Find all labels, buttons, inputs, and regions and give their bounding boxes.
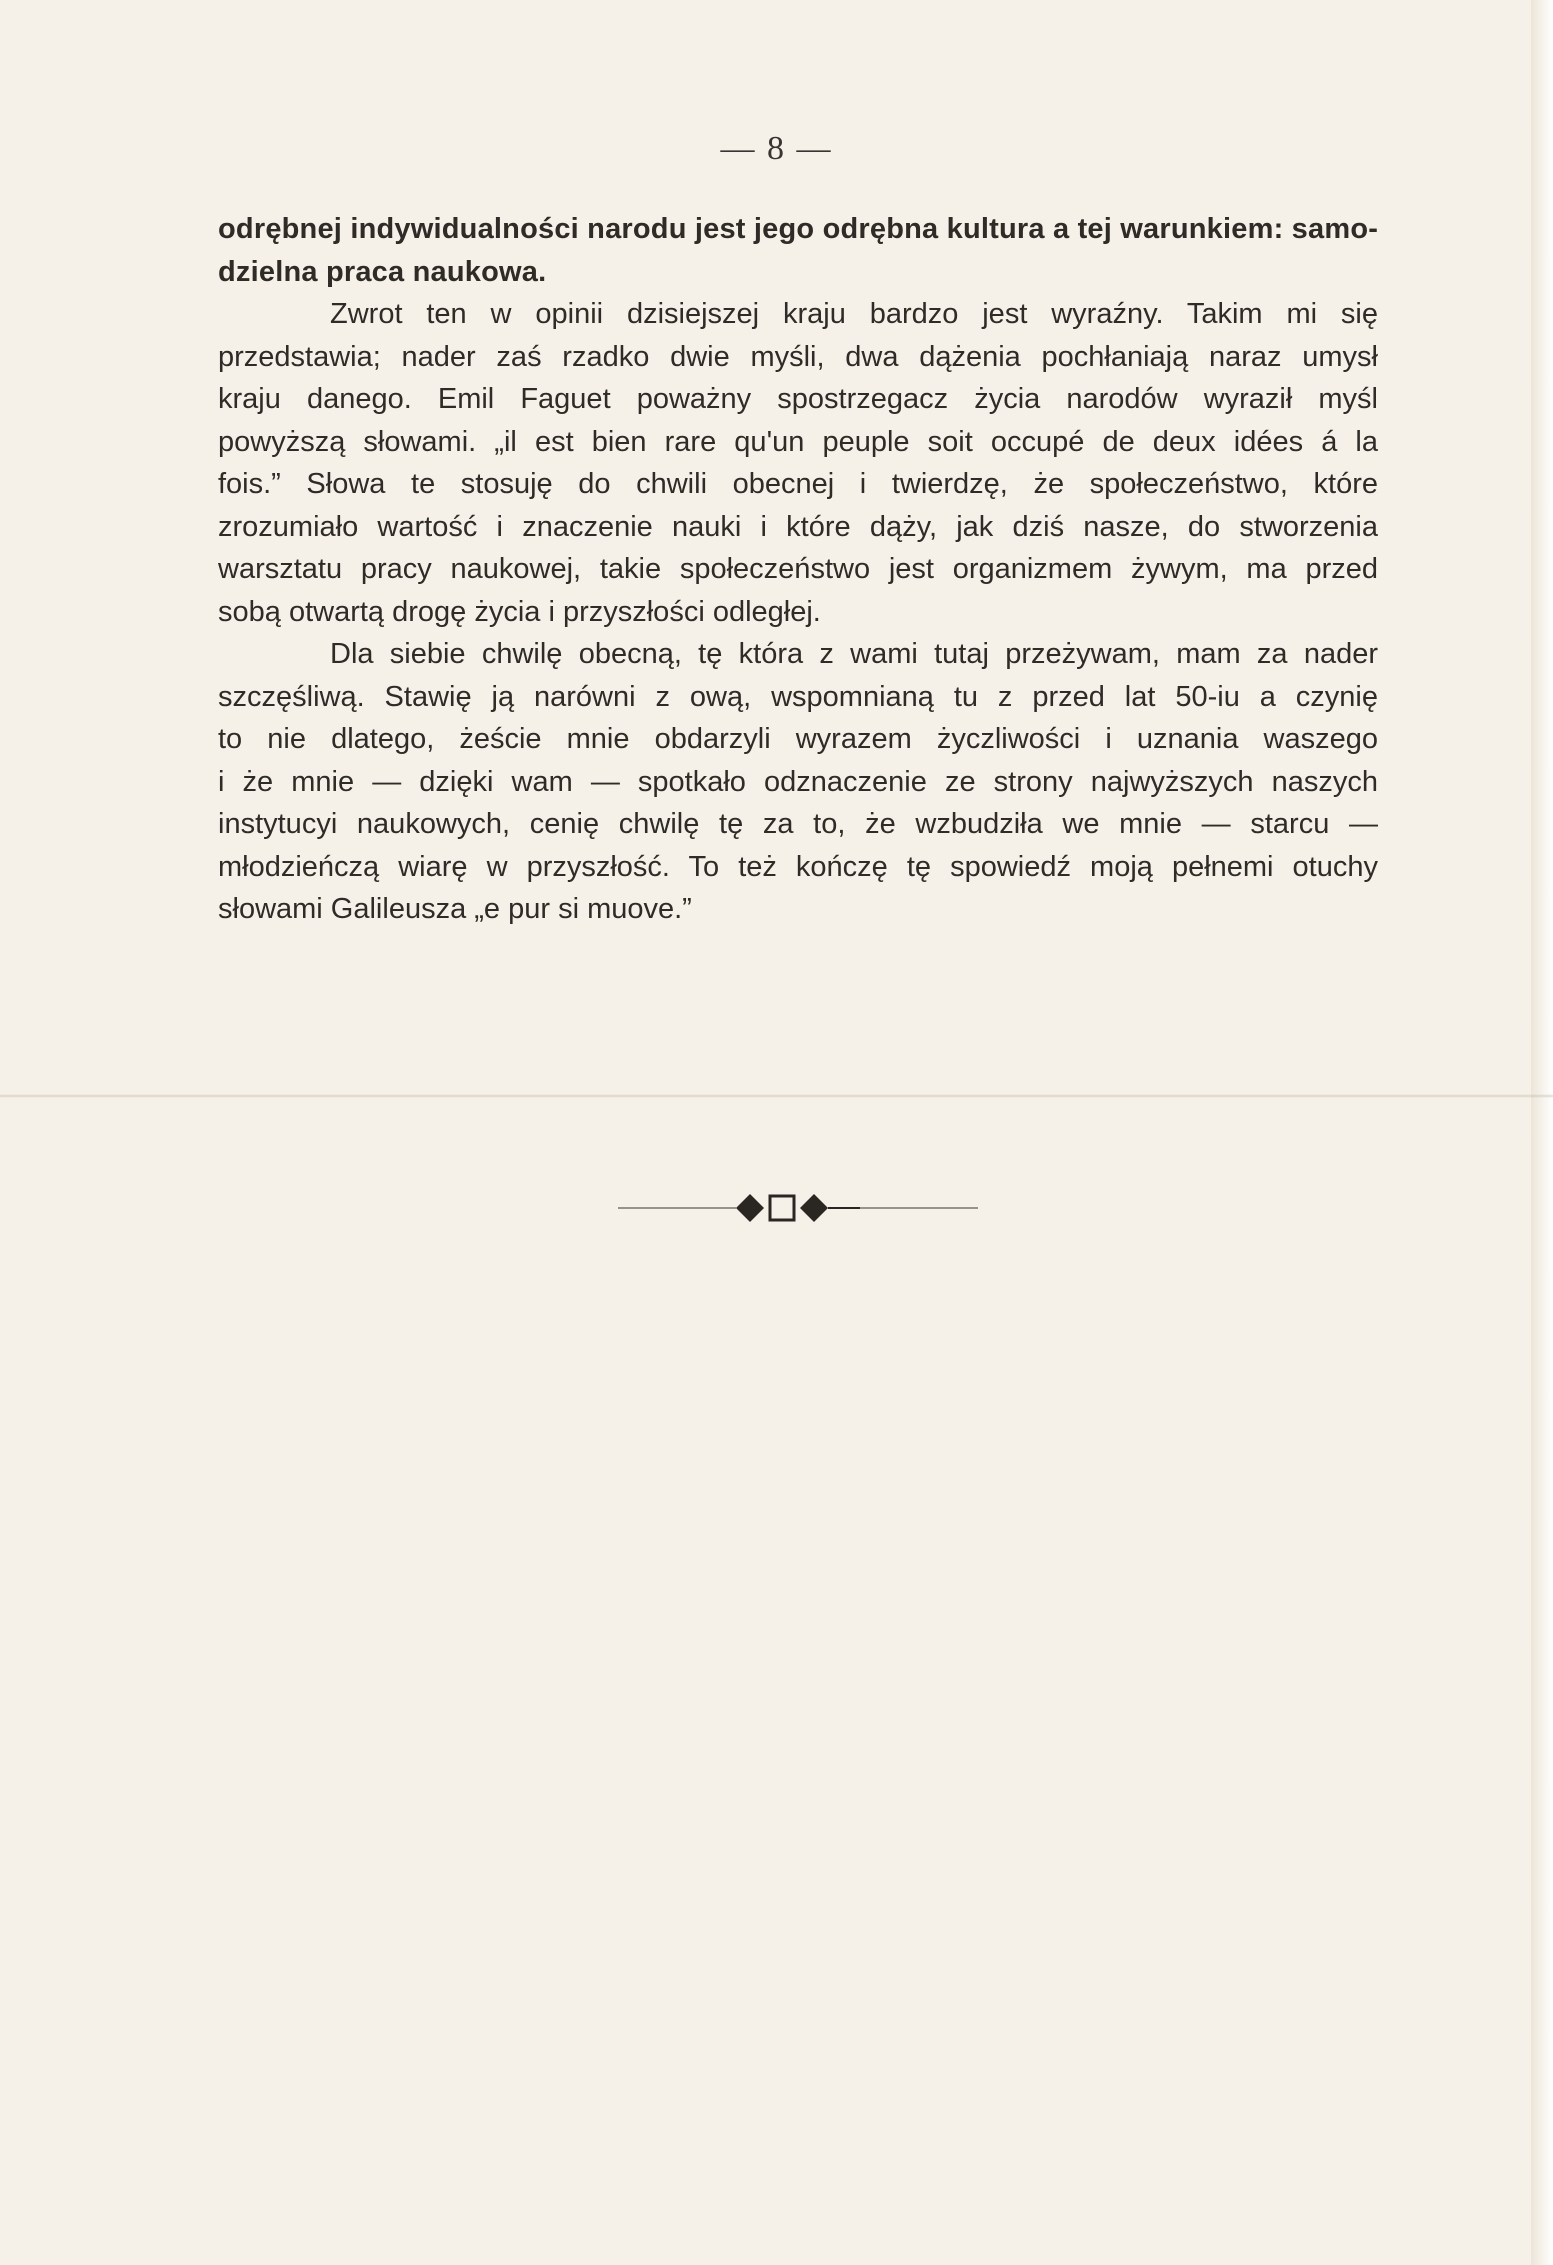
text-line: Zwrot ten w opinii dzisiejszej kraju bardzo jest wyraźny. Takim mi się	[330, 298, 1378, 330]
text-line: to nie dlatego, żeście mnie obdarzyli wyrazem życzliwości i uznania waszego	[218, 723, 1378, 755]
text-line: i że mnie — dzięki wam — spotkało odznaczenie ze strony najwyższych naszych	[218, 765, 1378, 798]
text-line: zrozumiało wartość i znaczenie nauki i które dąży, jak dziś nasze, do stworzenia	[218, 510, 1378, 543]
text-line: słowami Galileusza „e pur si muove.”	[218, 893, 692, 925]
text-line: Dla siebie chwilę obecną, tę która z wami tutaj przeżywam, mam za nader	[330, 638, 1378, 670]
text-line: odrębnej indywidualności narodu jest jego odrębna kultura a tej warunkiem: samo-	[218, 213, 1379, 245]
page-number: — 8 —	[720, 130, 833, 167]
diamond-square-diamond-ornament	[618, 1188, 978, 1228]
text-line: powyższą słowami. „il est bien rare qu'un peuple soit occupé de deux idées á la	[218, 425, 1378, 458]
text-line: przedstawia; nader zaś rzadko dwie myśli, dwa dążenia pochłaniają naraz umysł	[218, 340, 1378, 373]
text-line: warsztatu pracy naukowej, takie społeczeństwo jest organizmem żywym, ma przed	[218, 553, 1378, 585]
page-fold-crease	[0, 1094, 1553, 1098]
text-line: sobą otwartą drogę życia i przyszłości odległej.	[218, 595, 821, 628]
text-line: instytucyi naukowych, cenię chwilę tę za to, że wzbudziła we mnie — starcu —	[218, 808, 1378, 840]
body-text	[218, 208, 1378, 931]
text-line: fois.” Słowa te stosuję do chwili obecnej i twierdzę, że społeczeństwo, które	[218, 468, 1378, 500]
text-line: młodzieńczą wiarę w przyszłość. To też kończę tę spowiedź moją pełnemi otuchy	[218, 850, 1378, 883]
text-line: dzielna praca naukowa.	[218, 255, 547, 288]
text-line: szczęśliwą. Stawię ją narówni z ową, wspomnianą tu z przed lat 50-iu a czynię	[218, 680, 1378, 713]
text-line: kraju danego. Emil Faguet poważny spostrzegacz życia narodów wyraził myśl	[218, 383, 1378, 415]
page-edge	[1531, 0, 1553, 2265]
